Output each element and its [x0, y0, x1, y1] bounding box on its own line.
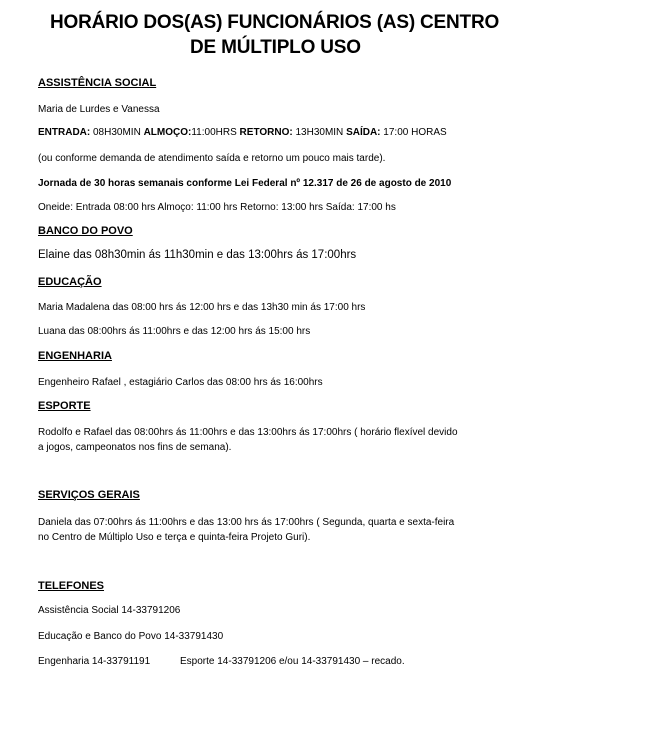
section-heading-assistencia-social: ASSISTÊNCIA SOCIAL: [38, 77, 157, 89]
assistencia-oneide: Oneide: Entrada 08:00 hrs Almoço: 11:00 hrs Retorno: 13:00 hrs Saída: 17:00 hs: [38, 202, 396, 213]
assistencia-names: Maria de Lurdes e Vanessa: [38, 104, 160, 115]
entrada-value: 08H30MIN: [90, 127, 144, 138]
engenharia-text: Engenheiro Rafael , estagiário Carlos das 08:00 hrs ás 16:00hrs: [38, 377, 323, 388]
esporte-text: Rodolfo e Rafael das 08:00hrs ás 11:00hrs e das 13:00hrs ás 17:00hrs ( horário flexível devido a jogos, campeonatos nos fins de semana).: [38, 427, 458, 453]
assistencia-schedule: [38, 126, 447, 139]
telefone-esporte: Esporte 14-33791206 e/ou 14-33791430 – recado.: [180, 656, 405, 667]
assistencia-note: (ou conforme demanda de atendimento saída e retorno um pouco mais tarde).: [38, 153, 386, 164]
section-heading-esporte: ESPORTE: [38, 400, 91, 412]
section-heading-banco-do-povo: BANCO DO POVO: [38, 225, 133, 237]
entrada-label: ENTRADA:: [38, 127, 91, 138]
telefone-engenharia: Engenharia 14-33791191: [38, 656, 151, 667]
almoco-value: 11:00HRS: [191, 127, 240, 138]
servicos-text: Daniela das 07:00hrs ás 11:00hrs e das 13:00 hrs ás 17:00hrs ( Segunda, quarta e sexta-feira no Centro de Múltiplo Uso e terça e quinta-feira Projeto Guri).: [38, 517, 455, 543]
section-heading-educacao: EDUCAÇÃO: [38, 276, 102, 288]
assistencia-jornada: Jornada de 30 horas semanais conforme Lei Federal nº 12.317 de 26 de agosto de 2010: [38, 178, 452, 189]
section-heading-telefones: TELEFONES: [38, 580, 105, 592]
banco-text: Elaine das 08h30min ás 11h30min e das 13:00hrs ás 17:00hrs: [38, 249, 357, 261]
educacao-line-2: Luana das 08:00hrs ás 11:00hrs e das 12:00 hrs ás 15:00 hrs: [38, 326, 311, 337]
telefone-educacao: Educação e Banco do Povo 14-33791430: [38, 631, 224, 642]
retorno-value: 13H30MIN: [292, 127, 347, 138]
saida-label: SAÍDA:: [346, 127, 381, 138]
saida-value: 17:00 HORAS: [380, 127, 447, 138]
section-heading-servicos-gerais: SERVIÇOS GERAIS: [38, 489, 140, 501]
document-title-line-1: HORÁRIO DOS(AS) FUNCIONÁRIOS (AS) CENTRO: [50, 12, 500, 33]
almoco-label: ALMOÇO:: [143, 127, 192, 138]
section-heading-engenharia: ENGENHARIA: [38, 350, 112, 362]
telefone-assistencia: Assistência Social 14-33791206: [38, 605, 181, 616]
document-title-line-2: DE MÚLTIPLO USO: [190, 37, 361, 58]
retorno-label: RETORNO:: [239, 127, 293, 138]
educacao-line-1: Maria Madalena das 08:00 hrs ás 12:00 hrs e das 13h30 min ás 17:00 hrs: [38, 302, 366, 313]
